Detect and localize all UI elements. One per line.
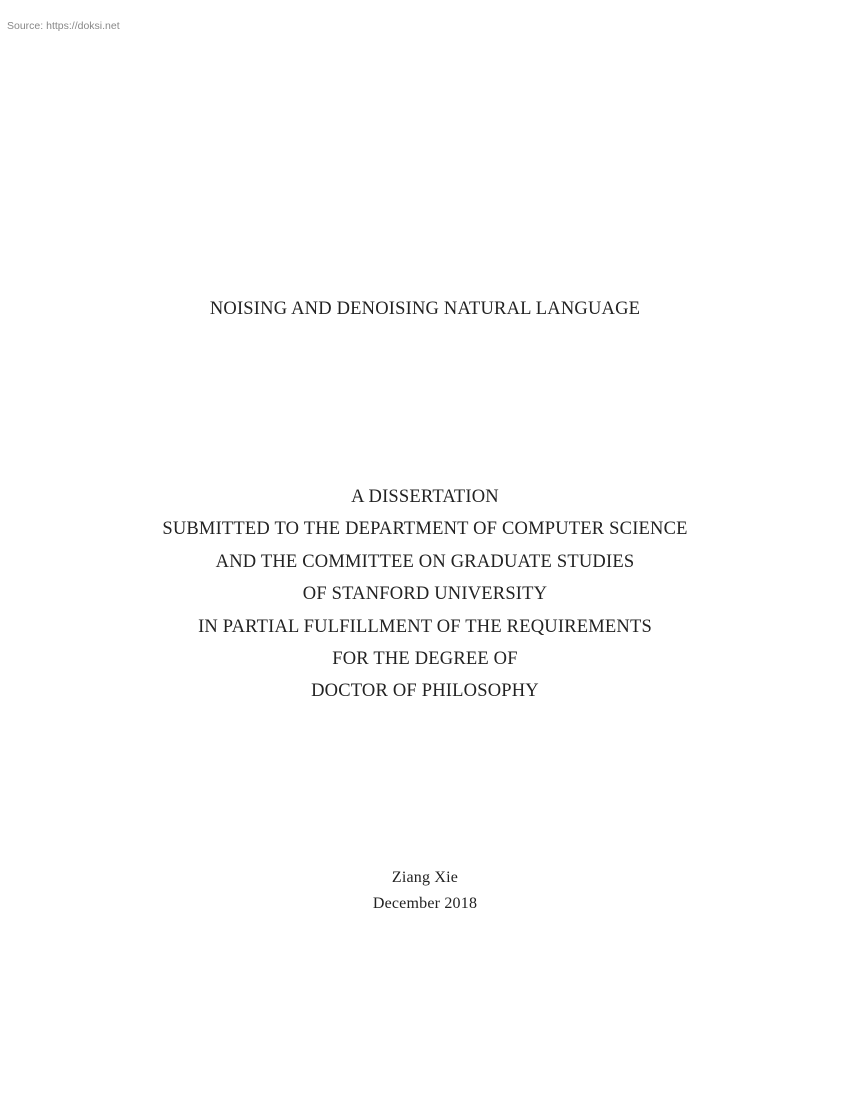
- statement-line: SUBMITTED TO THE DEPARTMENT OF COMPUTER SCIENCE: [162, 519, 688, 539]
- source-label: Source: https://doksi.net: [7, 20, 120, 32]
- statement-line: A DISSERTATION: [351, 487, 499, 507]
- statement-line: OF STANFORD UNIVERSITY: [302, 584, 548, 604]
- dissertation-title: NOISING AND DENOISING NATURAL LANGUAGE: [209, 299, 641, 319]
- statement-line: DOCTOR OF PHILOSOPHY: [311, 681, 539, 701]
- author-name: Ziang Xie: [391, 869, 459, 886]
- statement-line: IN PARTIAL FULFILLMENT OF THE REQUIREMENTS: [198, 617, 652, 637]
- statement-line: FOR THE DEGREE OF: [332, 649, 518, 669]
- statement-line: AND THE COMMITTEE ON GRADUATE STUDIES: [215, 552, 635, 572]
- date: December 2018: [372, 895, 478, 912]
